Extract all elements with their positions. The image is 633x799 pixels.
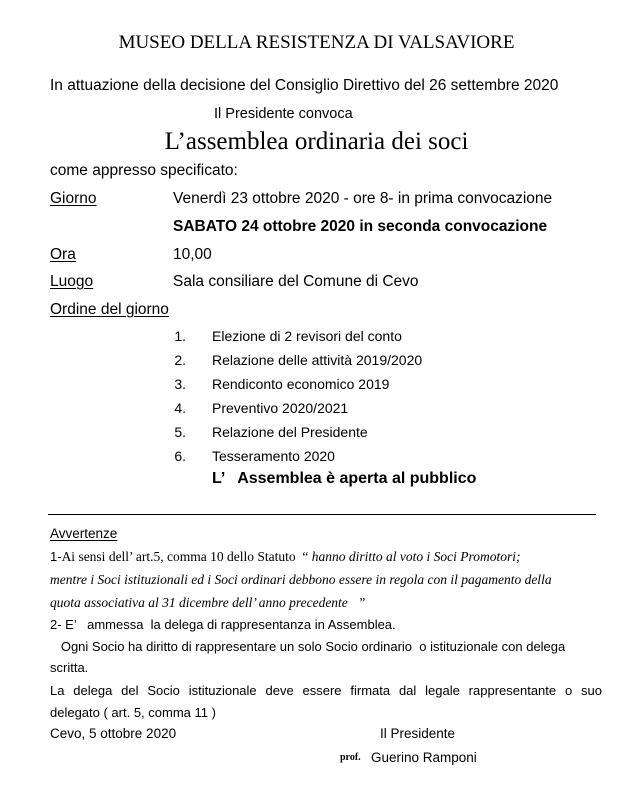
convoca-text: Il Presidente convoca [214,106,353,122]
agenda-number: 5. [174,424,186,440]
ora-label: Ora [50,246,76,263]
president-title: Il Presidente [380,726,456,741]
avvertenza-1-quote-b: mentre i Soci istituzionali ed i Soci ordinari debbono essere in regola con il pagamento della [50,572,552,587]
document-title: MUSEO DELLA RESISTENZA DI VALSAVIORE [118,32,515,53]
assembly-heading: L’assemblea ordinaria dei soci [164,128,469,155]
avvertenza-1-prefix: 1- [50,549,62,564]
agenda-item: Tesseramento 2020 [212,448,335,464]
agenda-number: 2. [174,352,186,368]
divider [48,514,596,515]
agenda-item: Relazione del Presidente [212,424,368,440]
avvertenza-1-text: Ai sensi dell’ art.5, comma 10 dello Statuto “ [61,549,309,564]
agenda-number: 3. [174,376,186,392]
ordine-label: Ordine del giorno [50,301,169,318]
agenda-number: 4. [174,400,186,416]
avvertenze-heading: Avvertenze [50,526,118,541]
ora-value: 10,00 [173,246,212,263]
agenda-number: 6. [174,448,186,464]
giorno-label: Giorno [50,190,97,207]
agenda-item: Preventivo 2020/2021 [212,400,349,416]
agenda-item: Elezione di 2 revisori del conto [212,328,402,344]
avvertenza-4-line-1: La delega del Socio istituzionale deve essere firmata dal legale rappresentante o suo [50,683,602,698]
avvertenza-4-line-2: delegato ( art. 5, comma 11 ) [50,705,216,720]
signer-name: Guerino Ramponi [371,750,477,765]
avvertenza-1-quote-c: quota associativa al 31 dicembre dell’ anno precedente ” [50,595,366,610]
luogo-value: Sala consiliare del Comune di Cevo [173,273,419,290]
prof-title: prof. [340,752,361,763]
agenda-number: 1. [174,328,186,344]
avvertenza-1-quote-a: hanno diritto al voto i Soci Promotori; [308,549,521,564]
agenda-item: Rendiconto economico 2019 [212,376,390,392]
intro-text: In attuazione della decisione del Consiglio Direttivo del 26 settembre 2020 [50,77,559,94]
avvertenza-3-line-2: scritta. [50,660,89,675]
avvertenza-3-line-1: Ogni Socio ha diritto di rappresentare un solo Socio ordinario o istituzionale con delega [50,639,566,654]
agenda-item: Relazione delle attività 2019/2020 [212,352,423,368]
place-date: Cevo, 5 ottobre 2020 [50,726,177,741]
avvertenza-1-line-1 [50,549,521,565]
luogo-label: Luogo [50,273,94,290]
giorno-line-2: SABATO 24 ottobre 2020 in seconda convocazione [173,218,548,235]
giorno-line-1: Venerdì 23 ottobre 2020 - ore 8- in prima convocazione [173,190,553,207]
appresso-text: come appresso specificato: [50,162,238,179]
public-assembly-note: L’ Assemblea è aperta al pubblico [212,470,477,487]
avvertenza-2: 2- E’ ammessa la delega di rappresentanza in Assemblea. [50,617,396,632]
